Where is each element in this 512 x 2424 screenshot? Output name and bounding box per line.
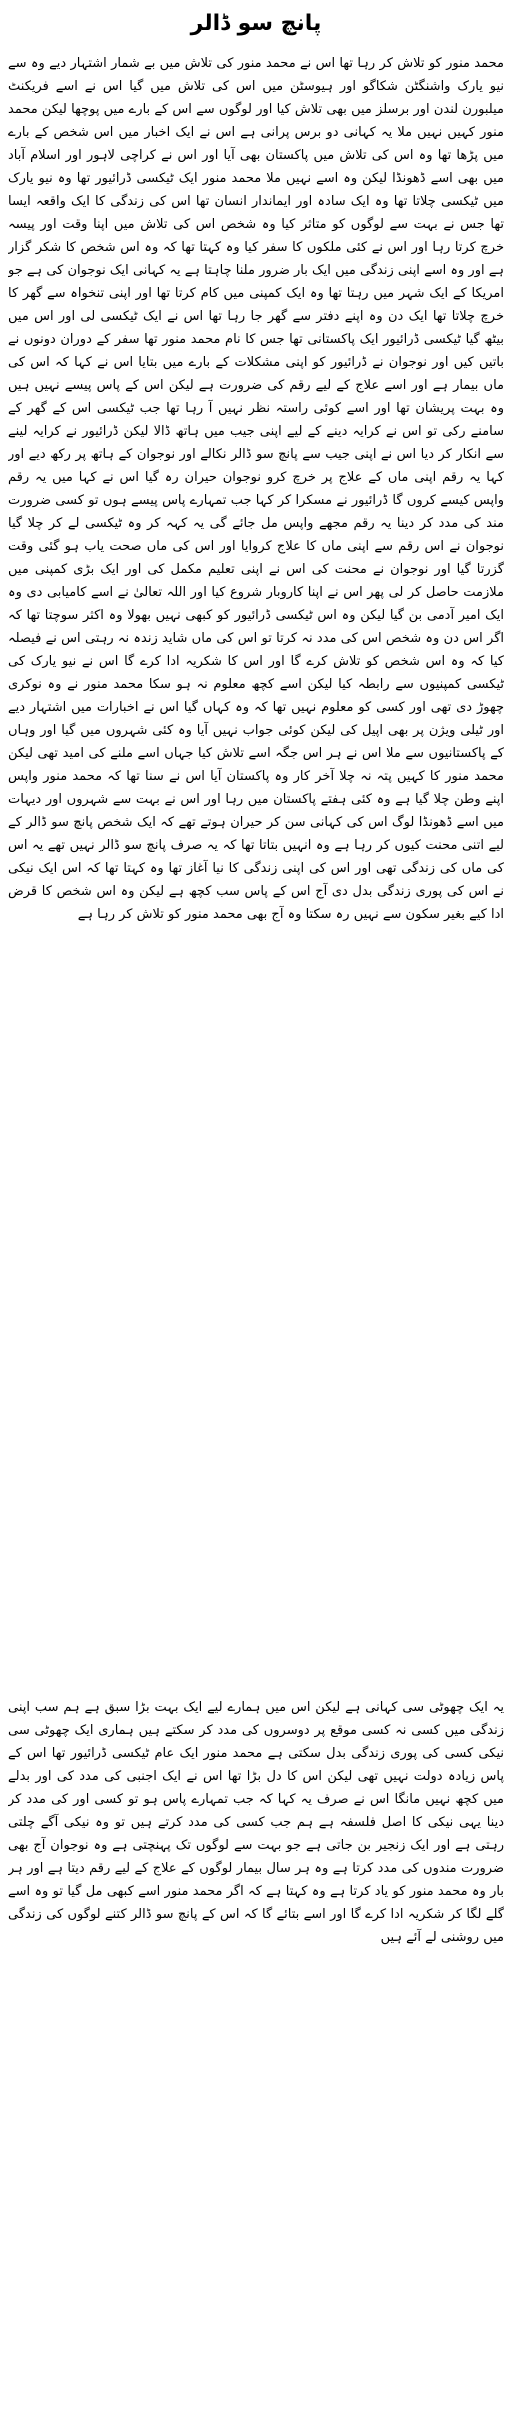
- article-paragraph: محمد منور کو تلاش کر رہا تھا اس نے محمد منور کی تلاش میں بے شمار اشتہار دیے وہ سے نیو یارک واشنگٹن شکاگو اور ہیوسٹن میں اس کی تلاش میں گیا اس نے اسے فریکنٹ میلبورن لندن اور برسلز میں بھی تلاش کیا اور لوگوں سے اس کے بارے میں پوچھا لیکن محمد منور کہیں نہیں ملا یہ کہانی دو برس پرانی ہے اس نے ایک اخبار میں اس شخص کے بارے میں پڑھا تھا وہ اس کی تلاش میں پاکستان بھی آیا اور اس نے کراچی لاہور اور اسلام آباد میں بھی اسے ڈھونڈا لیکن وہ اسے نہیں ملا محمد منور ایک ٹیکسی ڈرائیور تھا وہ نیو یارک میں ٹیکسی چلاتا تھا وہ ایک سادہ اور ایماندار انسان تھا اس کی زندگی کا ایک واقعہ ایسا تھا جس نے بہت سے لوگوں کو متاثر کیا وہ شخص اس کی تلاش میں اپنا وقت اور پیسہ خرچ کرتا رہا اور اس نے کئی ملکوں کا سفر کیا وہ کہتا تھا کہ وہ اس شخص کا شکر گزار ہے اور وہ اسے اپنی زندگی میں ایک بار ضرور ملنا چاہتا ہے یہ کہانی ایک نوجوان کی ہے جو امریکا کے ایک شہر میں رہتا تھا وہ ایک کمپنی میں کام کرتا تھا اور اپنی تنخواہ سے گھر کا خرچ چلاتا تھا ایک دن وہ اپنے دفتر سے گھر جا رہا تھا اس نے ایک ٹیکسی لی اور اس میں بیٹھ گیا ٹیکسی ڈرائیور ایک پاکستانی تھا جس کا نام محمد منور تھا سفر کے دوران دونوں نے باتیں کیں اور نوجوان نے ڈرائیور کو اپنی مشکلات کے بارے میں بتایا اس نے کہا کہ اس کی ماں بیمار ہے اور اسے علاج کے لیے رقم کی ضرورت ہے لیکن اس کے پاس پیسے نہیں ہیں وہ بہت پریشان تھا اور اسے کوئی راستہ نظر نہیں آ رہا تھا جب ٹیکسی اس کے گھر کے سامنے رکی تو اس نے کرایہ دینے کے لیے اپنی جیب میں ہاتھ ڈالا لیکن ڈرائیور نے کرایہ لینے سے انکار کر دیا اس نے اپنی جیب سے پانچ سو ڈالر نکالے اور نوجوان کے ہاتھ پر رکھ دیے اور کہا یہ رقم اپنی ماں کے علاج پر خرچ کرو نوجوان حیران رہ گیا اس نے کہا میں یہ رقم واپس کیسے کروں گا ڈرائیور نے مسکرا کر کہا جب تمہارے پاس پیسے ہوں تو کسی ضرورت مند کی مدد کر دینا یہ رقم مجھے واپس مل جائے گی یہ کہہ کر وہ ٹیکسی لے کر چلا گیا نوجوان نے اس رقم سے اپنی ماں کا علاج کروایا اور اس کی ماں صحت یاب ہو گئی وقت گزرتا گیا اور نوجوان نے محنت کی اس نے اپنی تعلیم مکمل کی اور ایک بڑی کمپنی میں ملازمت حاصل کر لی پھر اس نے اپنا کاروبار شروع کیا اور اللہ تعالیٰ نے اسے کامیابی دی وہ ایک امیر آدمی بن گیا لیکن وہ اس ٹیکسی ڈرائیور کو کبھی نہیں بھولا وہ اکثر سوچتا تھا کہ اگر اس دن وہ شخص اس کی مدد نہ کرتا تو اس کی ماں شاید زندہ نہ رہتی اس نے فیصلہ کیا کہ وہ اس شخص کو تلاش کرے گا اور اس کا شکریہ ادا کرے گا اس نے نیو یارک کی ٹیکسی کمپنیوں سے رابطہ کیا لیکن اسے کچھ معلوم نہ ہو سکا محمد منور نے وہ نوکری چھوڑ دی تھی اور کسی کو معلوم نہیں تھا کہ وہ کہاں گیا اس نے اخبارات میں اشتہار دیے اور ٹیلی ویژن پر بھی اپیل کی لیکن کوئی جواب نہیں آیا وہ کئی شہروں میں گیا اور وہاں کے پاکستانیوں سے ملا اس نے ہر اس جگہ اسے تلاش کیا جہاں اسے ملنے کی امید تھی لیکن محمد منور کا کہیں پتہ نہ چلا آخر کار وہ پاکستان آیا اس نے سنا تھا کہ محمد منور واپس اپنے وطن چلا گیا ہے وہ کئی ہفتے پاکستان میں رہا اور اس نے بہت سے شہروں اور دیہات میں اسے ڈھونڈا لوگ اس کی کہانی سن کر حیران ہوتے تھے کہ ایک شخص پانچ سو ڈالر کے لیے اتنی محنت کیوں کر رہا ہے وہ انہیں بتاتا تھا کہ یہ صرف پانچ سو ڈالر نہیں تھے یہ اس کی ماں کی زندگی تھی اور اس کی اپنی زندگی کا نیا آغاز تھا وہ کہتا تھا کہ اس ایک نیکی نے اس کی پوری زندگی بدل دی آج اس کے پاس سب کچھ ہے لیکن وہ اس شخص کا قرض ادا کیے بغیر سکون سے نہیں رہ سکتا وہ آج بھی محمد منور کو تلاش کر رہا ہے: [8, 56, 504, 922]
- article-paragraph: یہ ایک چھوٹی سی کہانی ہے لیکن اس میں ہمارے لیے ایک بہت بڑا سبق ہے ہم سب اپنی زندگی میں کسی نہ کسی موقع پر دوسروں کی مدد کر سکتے ہیں ہماری ایک چھوٹی سی نیکی کسی کی پوری زندگی بدل سکتی ہے محمد منور ایک عام ٹیکسی ڈرائیور تھا اس کے پاس زیادہ دولت نہیں تھی لیکن اس کا دل بڑا تھا اس نے ایک اجنبی کی مدد کی اور بدلے میں کچھ نہیں مانگا اس نے صرف یہ کہا کہ جب تمہارے پاس ہو تو کسی اور کی مدد کر دینا یہی نیکی کا اصل فلسفہ ہے ہم جب کسی کی مدد کرتے ہیں تو وہ نیکی آگے چلتی رہتی ہے اور ایک زنجیر بن جاتی ہے جو بہت سے لوگوں تک پہنچتی ہے وہ نوجوان آج بھی ضرورت مندوں کی مدد کرتا ہے وہ ہر سال بیمار لوگوں کے علاج کے لیے رقم دیتا ہے اور ہر بار وہ محمد منور کو یاد کرتا ہے وہ کہتا ہے کہ اگر محمد منور اسے کبھی مل گیا تو وہ اسے گلے لگا کر شکریہ ادا کرے گا اور اسے بتائے گا کہ اس کے پانچ سو ڈالر کتنے لوگوں کی زندگی میں روشنی لے آئے ہیں: [8, 1700, 504, 1945]
- article-headline: پانچ سو ڈالر: [190, 11, 322, 36]
- article-body: [8, 52, 504, 2396]
